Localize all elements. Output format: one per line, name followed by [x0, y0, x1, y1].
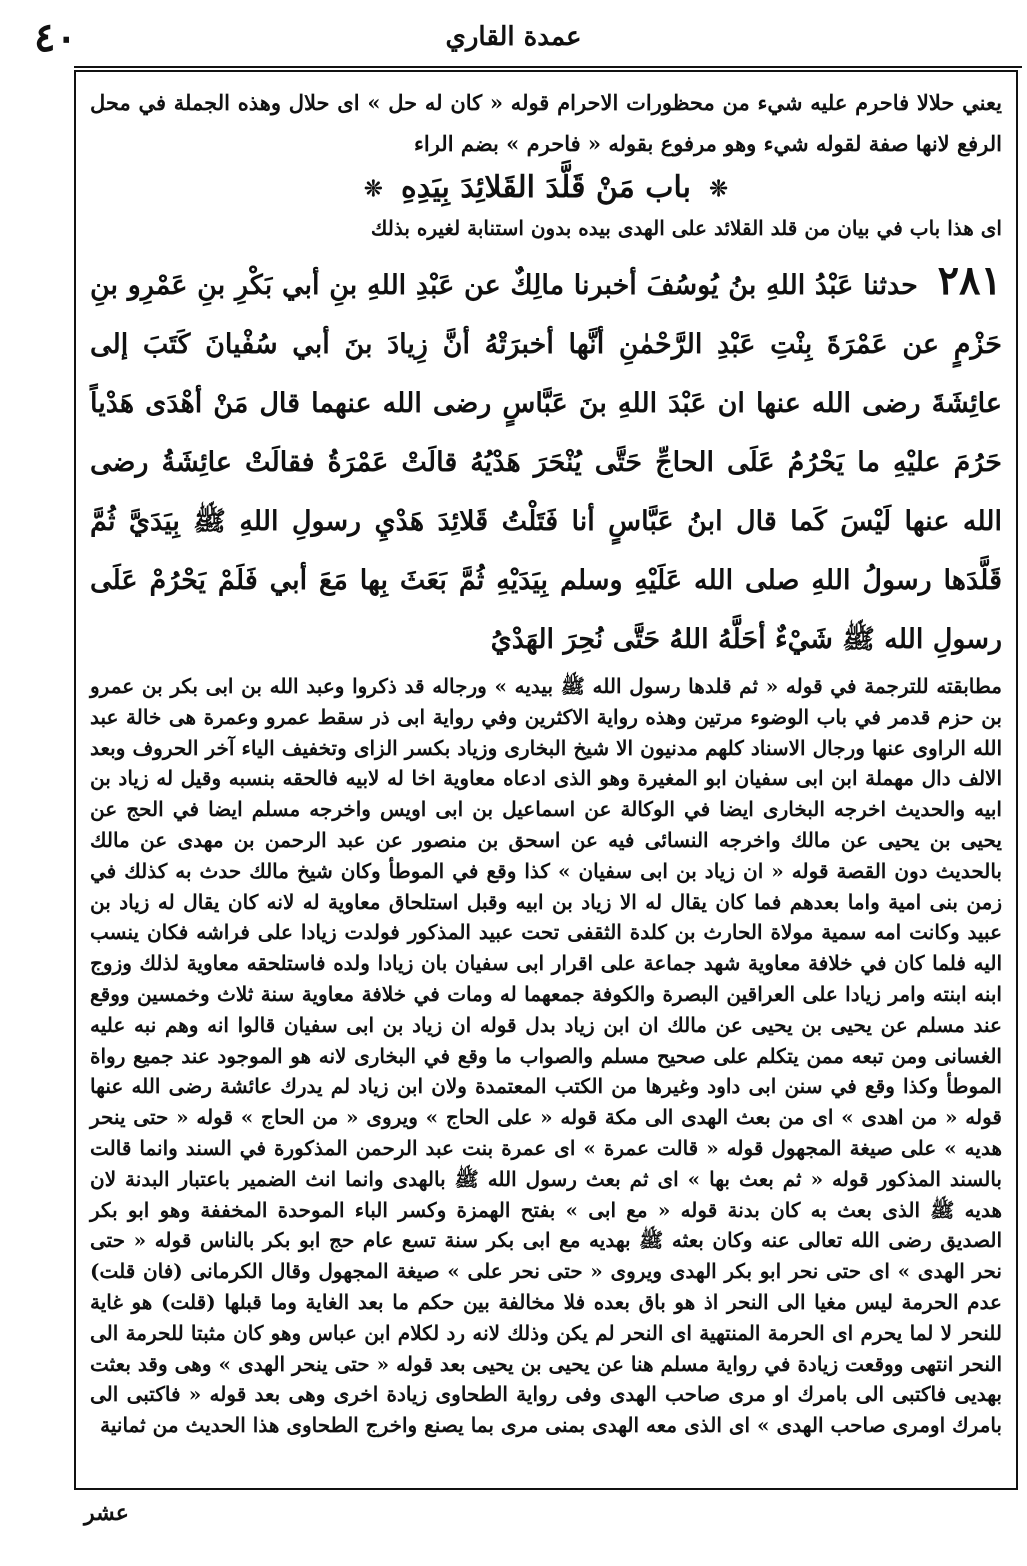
page-frame	[74, 70, 1018, 1490]
commentary-paragraph: مطابقته للترجمة في قوله « ثم قلدها رسول الله ﷺ بيديه » ورجاله قد ذكروا وعبد الله بن ابى بكر بن عمرو بن حزم قدمر في باب الوضوء مرتين وهذه رواية الاكثرين وفي رواية ابى ذر سقط عمرو وعمرة هى خالة عبد الله الراوى عنها ورجال الاسناد كلهم مدنيون الا شيخ البخارى وزياد بكسر الزاى وتخفيف الياء آخر الحروف وبعد الالف دال مهملة ابن ابى سفيان ابو المغيرة وهو الذى ادعاه معاوية اخا له لابيه فالحقه بنسبه وقيل له زياد بن ابيه والحديث اخرجه البخارى ايضا في الوكالة عن اسماعيل بن ابى اويس واخرجه مسلم ايضا في الحج عن يحيى بن يحيى عن مالك واخرجه النسائى فيه عن اسحق بن منصور عن عبد الرحمن بن مهدى عن مالك بالحديث دون القصة قوله « ان زياد بن ابى سفيان » كذا وقع في الموطأ وكان شيخ مالك حدث به كذلك في زمن بنى امية واما بعدهم فما كان يقال له الا زياد بن ابيه وقبل استلحاق معاوية له لانه كان يقال له زياد بن عبيد وكانت امه سمية مولاة الحارث بن كلدة الثقفى تحت عبيد المذكور فولدت زيادا على فراشه فكان ينسب اليه فلما كان في خلافة معاوية شهد جماعة على اقرار ابى سفيان بان زيادا ولده فاستلحقه معاوية لذلك وزوج ابنه ابنته وامر زيادا على العراقين البصرة والكوفة جمعهما له ومات في خلافة معاوية سنة ثلاث وخمسين ووقع عند مسلم عن يحيى بن يحيى عن مالك ان ابن زياد بدل قوله ان زياد بن ابى سفيان قالوا انه وهم نبه عليه الغسانى ومن تبعه ممن يتكلم على صحيح مسلم والصواب ما وقع في البخارى لانه هو الموجود عند جميع رواة الموطأ وكذا وقع في سنن ابى داود وغيرها من الكتب المعتمدة ولان ابن زياد لم يدرك عائشة رضى الله عنها قوله « من اهدى » اى من بعث الهدى الى مكة قوله « على الحاج » ويروى « من الحاج » قوله « حتى ينحر هديه » على صيغة المجهول قوله « قالت عمرة » اى عمرة بنت عبد الرحمن المذكورة في السند وانما قالت بالسند المذكور قوله « ثم بعث بها » اى ثم بعث رسول الله ﷺ بالهدى وانما انث الضمير باعتبار البدنة لان هديه ﷺ الذى بعث به كان بدنة قوله « مع ابى » بفتح الهمزة وكسر الباء الموحدة المخففة وهو ابو بكر الصديق رضى الله تعالى عنه وكان بعثه ﷺ بهديه مع ابى بكر سنة تسع عام حج ابو بكر بالناس قوله « حتى نحر الهدى » اى حتى نحر ابو بكر الهدى ويروى « حتى نحر على » صيغة المجهول وقال الكرمانى (فان قلت) عدم الحرمة ليس مغيا الى النحر اذ هو باق بعده فلا مخالفة بين حكم ما بعد الغاية وما قبلها (قلت) هو غاية للنحر لا لما يحرم اى الحرمة المنتهية اى النحر لم يكن وذلك لانه رد لكلام ابن عباس وهو كان مثبتا للحرمة الى النحر انتهى ووقعت زيادة في رواية مسلم هنا عن يحيى بن يحيى بعد قوله « حتى ينحر الهدى » وهى وقد بعثت بهديى فاكتبى الى بامرك او مرى صاحب الهدى وفى رواية الطحاوى زيادة اخرى وهى بعد قوله « فاكتبى الى بامرك اومرى صاحب الهدى » اى الذى معه الهدى بمنى مرى بما يصنع واخرج الطحاوى هذا الحديث من ثمانية	[90, 674, 1002, 1438]
hadith-number: ٢٨١	[937, 257, 1003, 304]
catchword: عشر	[84, 1500, 129, 1526]
ornament-left-icon: ❊	[364, 176, 383, 202]
hadith-text: حدثنا عَبْدُ اللهِ بنُ يُوسُفَ أخبرنا مالِكٌ عن عَبْدِ اللهِ بنِ أبي بَكْرِ بنِ عَمْرِو بنِ حَزْمٍ عن عَمْرَةَ بِنْتِ عَبْدِ الرَّحْمٰنِ أنَّها أخبرَتْهُ أنَّ زِيادَ بنَ أبي سُفْيانَ كَتَبَ إلى عائِشَةَ رضى الله عنها ان عَبْدَ اللهِ بنَ عَبَّاسٍ رضى الله عنهما قال مَنْ أهْدَى هَدْياً حَرُمَ عليْهِ ما يَحْرُمُ عَلَى الحاجِّ حَتَّى يُنْحَرَ هَدْيُهُ قالَتْ عَمْرَةُ فقالَتْ عائِشَةُ رضى الله عنها لَيْسَ كَما قال ابنُ عَبَّاسٍ أنا فَتَلْتُ قَلائِدَ هَدْيِ رسولِ اللهِ ﷺ بِيَدَيَّ ثُمَّ قَلَّدَها رسولُ اللهِ صلى الله عَلَيْهِ وسلم بِيَدَيْهِ ثُمَّ بَعَثَ بِها مَعَ أبي فَلَمْ يَحْرُمْ عَلَى رسولِ الله ﷺ شَيْءٌ أحَلَّهُ اللهُ حَتَّى نُحِرَ الهَدْيُ	[90, 270, 1002, 655]
running-title: عمدة القاري	[445, 22, 582, 52]
page-number: ٤٠	[34, 14, 77, 61]
chapter-heading	[90, 170, 1002, 205]
ornament-right-icon: ❊	[709, 176, 728, 202]
intro-paragraph: يعني حلالا فاحرم عليه شيء من محظورات الاحرام قوله « كان له حل » اى حلال وهذه الجملة في محل الرفع لانها صفة لقوله شيء وهو مرفوع بقوله « فاحرم » بضم الراء	[90, 90, 1002, 156]
hadith-block	[90, 251, 1002, 669]
chapter-note: اى هذا باب في بيان من قلد القلائد على الهدى بيده بدون استنابة لغيره بذلك	[370, 216, 1002, 240]
header-rule	[74, 66, 1022, 68]
chapter-heading-text: باب مَنْ قَلَّدَ القَلائِدَ بِيَدِهِ	[401, 170, 691, 205]
